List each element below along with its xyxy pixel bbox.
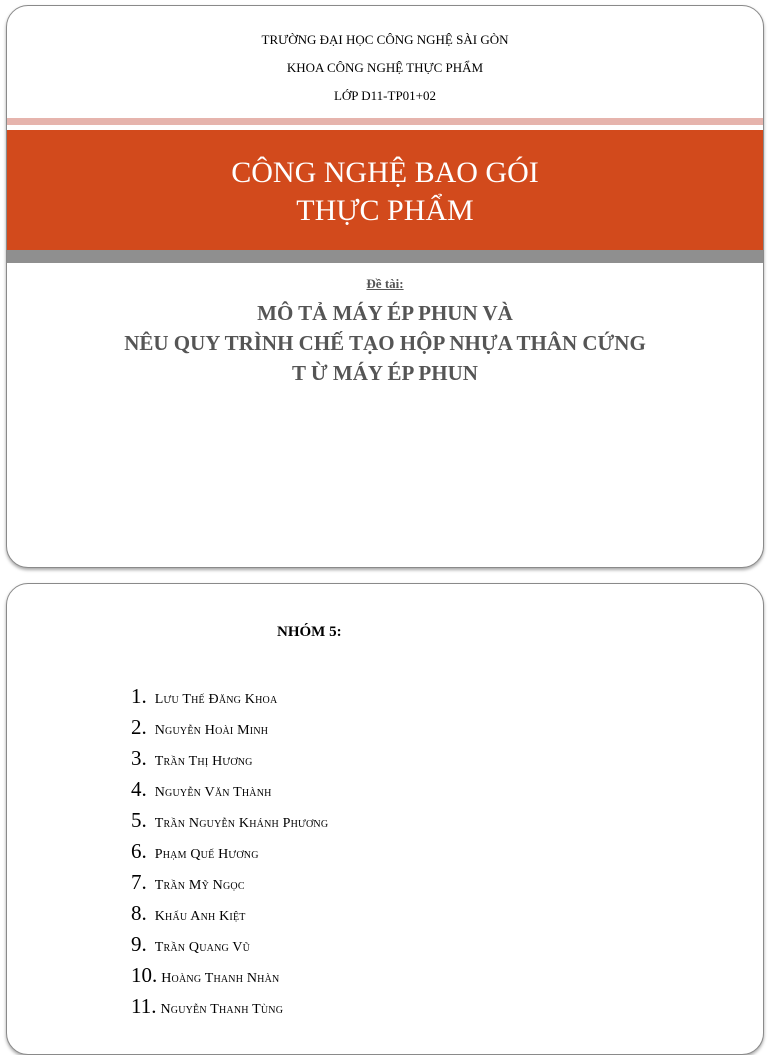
member-number: 11. [131,994,157,1018]
list-item [131,715,328,746]
member-name: Nguyễn Thanh Tùng [160,1002,284,1017]
list-item [131,839,328,870]
list-item [131,994,328,1025]
member-name: Hoàng Thanh Nhàn [161,971,280,986]
members-slide [6,583,764,1055]
class-name: LỚP D11-TP01+02 [333,88,437,103]
topic-text [7,298,763,388]
title-line-1: CÔNG NGHỆ BAO GÓI [231,156,539,189]
member-name: Nguyễn Văn Thành [154,785,272,800]
list-item [131,746,328,777]
title-slide [6,5,764,568]
topic-label: Đề tài: [366,276,404,291]
member-number: 4. [131,777,147,801]
pink-accent-band [7,118,763,125]
member-name: Nguyễn Hoài Minh [154,723,269,738]
member-number: 2. [131,715,147,739]
list-item [131,777,328,808]
slide-title [7,154,763,230]
member-name: Trần Quang Vũ [154,940,251,955]
list-item [131,870,328,901]
university-name: TRƯỜNG ĐẠI HỌC CÔNG NGHỆ SÀI GÒN [261,32,509,47]
member-name: Trần Nguyễn Khánh Phương [154,816,329,831]
member-name: Phạm Quế Hương [154,847,259,862]
topic-line-2: NÊU QUY TRÌNH CHẾ TẠO HỘP NHỰA THÂN CỨNG [124,331,646,355]
member-number: 10. [131,963,158,987]
list-item [131,963,328,994]
member-name: Khấu Anh Kiệt [154,909,246,924]
member-number: 6. [131,839,147,863]
list-item [131,901,328,932]
topic-line-3: T Ừ MÁY ÉP PHUN [292,361,478,385]
member-number: 7. [131,870,147,894]
member-number: 9. [131,932,147,956]
topic-line-1: MÔ TẢ MÁY ÉP PHUN VÀ [257,301,513,325]
gray-accent-band [7,250,763,263]
member-number: 3. [131,746,147,770]
list-item [131,684,328,715]
member-name: Trần Thị Hương [154,754,253,769]
member-number: 5. [131,808,147,832]
member-name: Lưu Thế Đăng Khoa [154,692,278,707]
member-number: 8. [131,901,147,925]
member-list [131,684,328,1025]
list-item [131,932,328,963]
list-item [131,808,328,839]
title-line-2: THỰC PHẨM [296,194,474,227]
group-title: NHÓM 5: [277,624,342,640]
member-name: Trần Mỹ Ngọc [154,878,245,893]
member-number: 1. [131,684,147,708]
faculty-name: KHOA CÔNG NGHỆ THỰC PHẨM [286,60,484,75]
